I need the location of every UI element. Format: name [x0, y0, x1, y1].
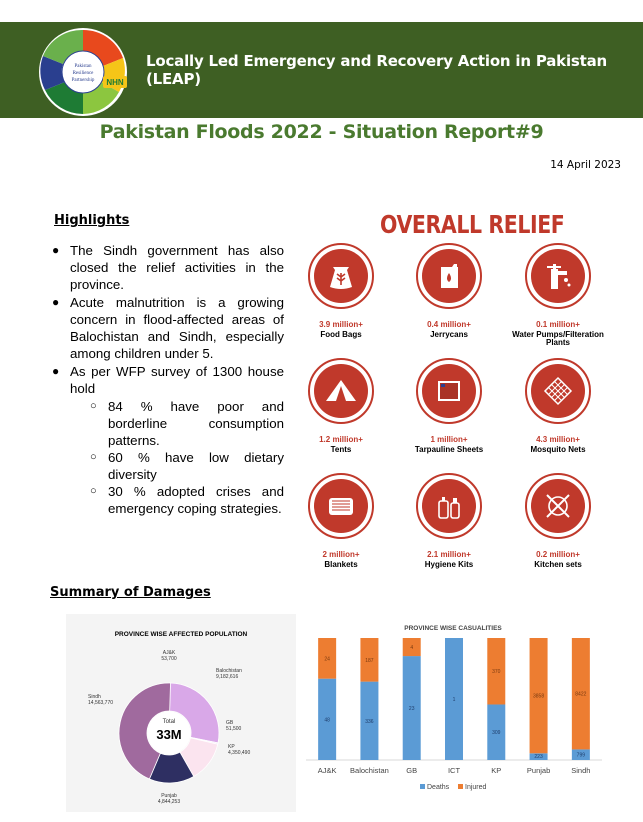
relief-item-water-pumps: [503, 243, 613, 347]
food-bag-icon: [324, 259, 358, 293]
pie-label-name: GB: [226, 720, 234, 726]
logo-text-3: Partnership: [71, 78, 95, 83]
bar-chart-svg: [300, 614, 606, 800]
relief-label: Blankets: [324, 560, 358, 569]
x-tick-label: Punjab: [526, 766, 551, 775]
overall-relief-heading: OVERALL RELIEF: [380, 210, 565, 239]
highlight-item: ● As per WFP survey of 1300 house hold: [52, 364, 284, 396]
x-tick-label: ICT: [447, 766, 461, 775]
bar-label-injured: 8422: [575, 691, 587, 698]
report-date: 14 April 2023: [550, 159, 621, 171]
bar-label-deaths: 309: [492, 730, 501, 737]
logo-text-2: Resilience: [72, 71, 94, 76]
circle-bullet-icon: ○: [90, 451, 97, 463]
relief-value: 4.3 million+: [536, 435, 580, 444]
affected-population-chart: [66, 614, 296, 812]
relief-item-tents: [286, 358, 396, 454]
pie-center-value: 33M: [156, 727, 182, 742]
relief-item-jerrycans: [394, 243, 504, 339]
relief-value: 2 million+: [322, 550, 360, 559]
kitchen-set-icon: [541, 489, 575, 523]
relief-label: Tents: [330, 445, 352, 454]
pie-label-value: 4,350,490: [228, 750, 251, 756]
relief-item-kitchen-sets: [503, 473, 613, 569]
relief-label: Jerrycans: [430, 330, 468, 339]
relief-value: 1 million+: [430, 435, 468, 444]
casualties-chart: [300, 614, 606, 800]
bar-label-deaths: 23: [408, 706, 415, 713]
report-title: Pakistan Floods 2022 - Situation Report#9: [99, 121, 544, 143]
logo-badge: NHN: [106, 78, 124, 87]
relief-value: 0.1 million+: [536, 320, 580, 329]
relief-label: Water Pumps/Filteration Plants: [512, 330, 604, 347]
relief-label: Food Bags: [320, 330, 362, 339]
hygiene-kit-icon: [432, 489, 466, 523]
partnership-logo: [33, 26, 133, 118]
relief-value: 1.2 million+: [319, 435, 363, 444]
x-tick-label: AJ&K: [317, 766, 337, 775]
bullet-icon: ●: [52, 243, 60, 257]
x-tick-label: Balochistan: [350, 766, 389, 775]
tarpaulin-icon: [432, 374, 466, 408]
jerrycan-icon: [432, 259, 466, 293]
relief-item-food-bags: [286, 243, 396, 339]
logo-text-1: Pakistan: [74, 64, 92, 69]
bar-label-deaths: 223: [534, 754, 543, 760]
pie-label-value: 9,182,616: [216, 674, 239, 680]
x-tick-label: KP: [491, 766, 502, 775]
pie-label-value: 14,563,770: [88, 700, 114, 706]
pie-label-value: 53,700: [161, 656, 177, 662]
x-tick-label: GB: [406, 766, 418, 775]
pie-chart-svg: [66, 614, 296, 812]
relief-value: 0.2 million+: [536, 550, 580, 559]
relief-label: Kitchen sets: [534, 560, 582, 569]
bar-label-deaths: 1: [452, 697, 456, 703]
highlights-list: [52, 242, 284, 517]
bar-label-deaths: 48: [324, 717, 330, 724]
relief-item-hygiene-kits: [394, 473, 504, 569]
org-title: Locally Led Emergency and Recovery Action in Pakistan (LEAP): [146, 52, 607, 88]
relief-value: 2.1 million+: [427, 550, 471, 559]
tent-icon: [322, 374, 360, 408]
relief-value: 3.9 million+: [319, 320, 363, 329]
bar-label-deaths: 799: [576, 752, 586, 759]
pie-label-name: Punjab: [161, 793, 177, 799]
pie-label-name: KP: [228, 744, 235, 750]
bar-chart-title: PROVINCE WISE CASUALITIES: [404, 625, 502, 632]
relief-label: Mosquito Nets: [530, 445, 586, 454]
relief-item-tarpaulin: [394, 358, 504, 454]
relief-label: Tarpauline Sheets: [414, 445, 484, 454]
highlight-subitem: ○ 30 % adopted crises and emergency coping strategies.: [90, 484, 284, 516]
highlight-item: ● The Sindh government has also closed the relief activities in the province.: [52, 243, 284, 292]
relief-label: Hygiene Kits: [424, 560, 474, 569]
circle-bullet-icon: ○: [90, 400, 97, 412]
pie-label-value: 4,844,253: [157, 799, 181, 805]
water-pump-icon: [541, 259, 575, 293]
bullet-icon: ●: [52, 295, 60, 309]
pie-chart-title: PROVINCE WISE AFFECTED POPULATION: [114, 631, 248, 638]
bar-label-injured: 3858: [533, 693, 545, 700]
x-tick-label: Sindh: [571, 766, 591, 775]
relief-item-blankets: [286, 473, 396, 569]
legend-label-injured: Injured: [465, 784, 487, 791]
bullet-icon: ●: [52, 364, 60, 378]
mosquito-net-icon: [541, 374, 575, 408]
legend-label-deaths: Deaths: [427, 784, 450, 791]
pie-label-name: Balochistan: [216, 668, 242, 674]
bar-label-injured: 187: [365, 657, 374, 664]
highlight-item: ● Acute malnutrition is a growing concern in flood-affected areas of Balochistan and Sindh, especially among children under 5.: [52, 295, 284, 361]
pie-label-name: AJ&K: [162, 650, 176, 656]
blanket-icon: [324, 489, 358, 523]
highlight-subitem: ○ 60 % have low dietary diversity: [90, 450, 284, 482]
pie-label-name: Sindh: [88, 694, 101, 700]
relief-item-mosquito-nets: [503, 358, 613, 454]
circle-bullet-icon: ○: [90, 485, 97, 497]
relief-value: 0.4 million+: [427, 320, 471, 329]
highlight-subitem: ○ 84 % have poor and borderline consumption patterns.: [90, 399, 284, 448]
pie-label-value: 51,500: [226, 726, 242, 732]
pie-center-label: Total: [162, 719, 176, 725]
legend-swatch-injured: [458, 784, 463, 789]
bar-label-injured: 4: [410, 645, 414, 652]
legend-swatch-deaths: [420, 784, 425, 789]
bar-label-injured: 370: [492, 669, 501, 676]
highlights-heading: Highlights: [54, 213, 130, 228]
bar-label-deaths: 336: [365, 718, 374, 725]
bar-label-injured: 24: [324, 656, 330, 663]
damages-heading: Summary of Damages: [50, 585, 211, 600]
